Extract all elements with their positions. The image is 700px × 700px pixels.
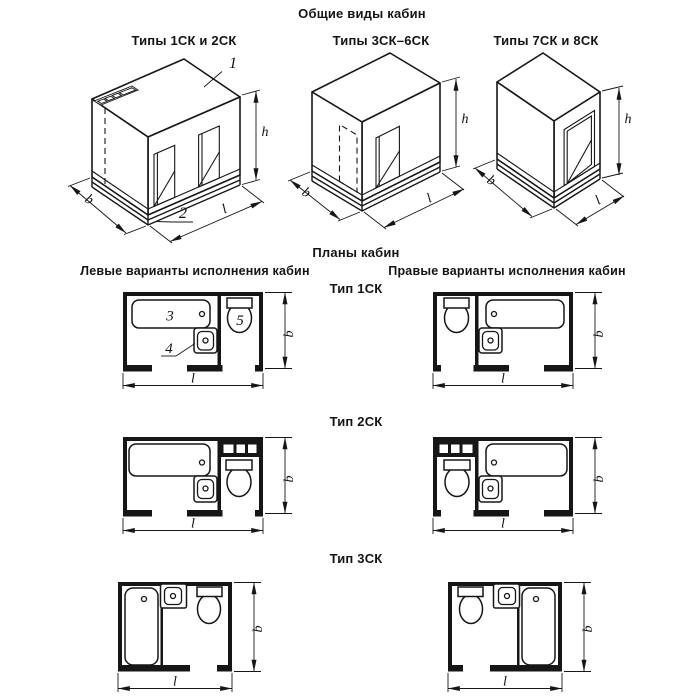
plan-row-type-3ck	[0, 572, 700, 698]
bathtub	[125, 588, 158, 665]
toilet	[226, 460, 252, 497]
type-3ck-label: Тип 3СК	[329, 551, 383, 566]
left-variants-heading: Левые варианты исполнения кабин	[80, 264, 310, 278]
dim-width-label: b	[282, 330, 297, 338]
dim-width-label: b	[81, 191, 97, 209]
callout-bathtub: 3	[166, 308, 174, 325]
cabin-plan-1ck-right	[433, 292, 573, 372]
view-title-types-7-8: Типы 7СК и 8СК	[493, 33, 599, 48]
partition-wall	[161, 608, 164, 667]
dim-width-label: b	[592, 330, 607, 338]
callout-toilet: 5	[236, 313, 244, 329]
dim-height-label: h	[461, 112, 469, 127]
cabin-plan-3ck-left	[118, 582, 232, 672]
svg-text:4: 4	[165, 341, 173, 357]
plans-title: Планы кабин	[312, 245, 400, 260]
washbasin	[161, 584, 187, 608]
type-2ck-label: Тип 2СК	[329, 414, 383, 429]
dimension-width-right	[575, 293, 607, 369]
dimension-width-right	[564, 583, 596, 672]
isometric-view-types-1-2	[60, 50, 290, 250]
dim-width-label: b	[483, 172, 499, 190]
dim-width-label: b	[298, 184, 313, 202]
view-title-types-1-2: Типы 1СК и 2СК	[131, 33, 237, 48]
partition-wall	[218, 441, 222, 512]
dim-length-label: l	[592, 193, 604, 209]
partition-wall	[218, 296, 222, 367]
right-variants-heading: Правые варианты исполнения кабин	[388, 264, 626, 278]
dim-height-label: h	[261, 125, 269, 140]
dimension-length-left	[118, 673, 232, 692]
dimension-width-left	[265, 438, 297, 514]
dimension-length-right	[433, 372, 573, 390]
callout-washbasin	[161, 341, 195, 357]
dim-length-label: l	[424, 191, 435, 207]
isometric-view-types-3-6	[285, 50, 480, 235]
cabin-plan-2ck-right	[433, 437, 573, 517]
cabin-box	[497, 53, 600, 208]
plan-row-type-2ck	[0, 430, 700, 542]
dimension-height	[242, 90, 269, 185]
dim-length-label: l	[501, 371, 505, 387]
dimension-length-right	[448, 673, 562, 692]
dim-width-label: b	[581, 625, 596, 633]
dim-height-label: h	[624, 112, 632, 127]
cabin-plan-3ck-right	[448, 582, 562, 672]
dimension-length-left	[123, 517, 263, 535]
dim-length-label: l	[173, 674, 177, 690]
cabin-box	[312, 53, 440, 211]
cabin-box	[92, 59, 240, 225]
dimension-length-right	[433, 517, 573, 535]
dim-length-label: l	[501, 516, 505, 532]
dim-length-label: l	[503, 674, 507, 690]
svg-text:1: 1	[229, 55, 237, 72]
dim-length-label: l	[219, 202, 230, 218]
dim-width-label: b	[251, 625, 266, 633]
dim-length-label: l	[191, 516, 195, 532]
cabin-plan-1ck-left	[123, 292, 263, 372]
washbasin	[194, 476, 217, 502]
cabin-plan-2ck-left	[123, 437, 263, 517]
dimension-width-right	[575, 438, 607, 514]
type-1ck-label: Тип 1СК	[329, 281, 383, 296]
dim-width-label: b	[592, 475, 607, 483]
dim-width-label: b	[282, 475, 297, 483]
callout-roof-panel	[204, 55, 237, 87]
toilet	[197, 587, 222, 624]
washbasin	[194, 328, 217, 353]
dimension-height	[602, 86, 632, 178]
view-title-types-3-6: Типы 3СК–6СК	[332, 33, 430, 48]
dimension-width-left	[234, 583, 266, 672]
plan-row-type-1ck	[0, 285, 700, 400]
dimension-length-left	[123, 372, 263, 390]
dim-length-label: l	[191, 371, 195, 387]
isometric-view-types-7-8	[470, 50, 650, 230]
vent-block	[221, 441, 259, 457]
sheet-title: Общие виды кабин	[298, 6, 426, 21]
bathtub	[129, 444, 210, 476]
dimension-height	[442, 77, 469, 171]
dimension-width-left	[265, 293, 297, 369]
svg-text:2: 2	[179, 205, 187, 222]
